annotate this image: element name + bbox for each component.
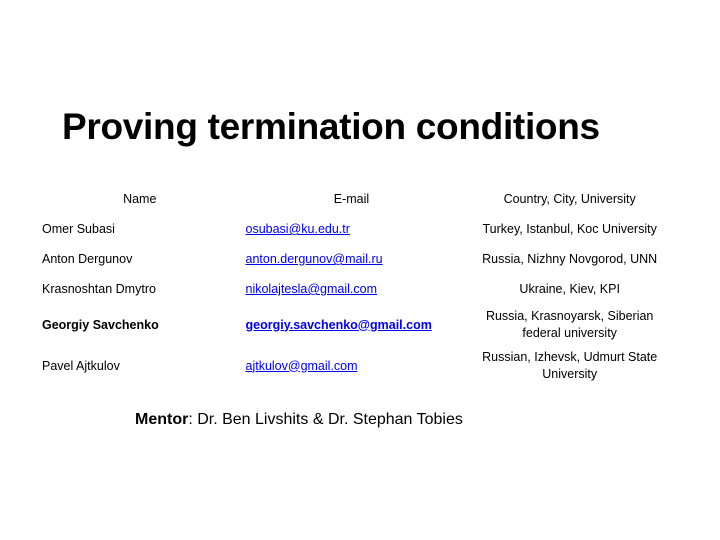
header-country: Country, City, University <box>503 191 636 206</box>
mentor-names: Dr. Ben Livshits & Dr. Stephan Tobies <box>197 411 463 428</box>
table-row <box>38 345 678 386</box>
row-name: Pavel Ajtkulov <box>42 358 120 373</box>
row-name: Omer Subasi <box>42 222 115 236</box>
mentor-line <box>135 411 463 429</box>
row-name: Anton Dergunov <box>42 252 133 266</box>
row-email-cell <box>242 304 462 345</box>
row-country: Ukraine, Kiev, KPI <box>519 281 620 296</box>
email-link[interactable]: nikolajtesla@gmail.com <box>245 282 377 296</box>
header-name: Name <box>123 192 157 206</box>
email-link[interactable]: georgiy.savchenko@gmail.com <box>245 317 432 332</box>
participants-table <box>38 184 678 386</box>
row-country: Turkey, Istanbul, Koc University <box>482 221 657 236</box>
table-row <box>38 214 678 244</box>
row-name: Georgiy Savchenko <box>42 317 159 332</box>
table-header-row <box>38 184 678 214</box>
table-row <box>38 304 678 345</box>
email-link[interactable]: ajtkulov@gmail.com <box>245 358 358 373</box>
email-link[interactable]: osubasi@ku.edu.tr <box>245 222 350 236</box>
row-country: Russia, Nizhny Novgorod, UNN <box>482 251 658 266</box>
mentor-label: Mentor <box>135 411 189 428</box>
slide-title: Proving termination conditions <box>62 106 600 147</box>
email-link[interactable]: anton.dergunov@mail.ru <box>245 252 383 266</box>
row-country: Russian, Izhevsk, Udmurt State University <box>482 349 658 381</box>
header-email: E-mail <box>333 192 370 206</box>
row-email-cell <box>242 345 462 386</box>
row-email-cell <box>242 244 462 274</box>
row-country: Russia, Krasnoyarsk, Siberian federal university <box>485 308 654 340</box>
table-row <box>38 274 678 304</box>
table-row <box>38 244 678 274</box>
mentor-separator: : <box>188 411 198 428</box>
row-email-cell <box>242 274 462 304</box>
row-email-cell <box>242 214 462 244</box>
row-name: Krasnoshtan Dmytro <box>42 282 156 296</box>
